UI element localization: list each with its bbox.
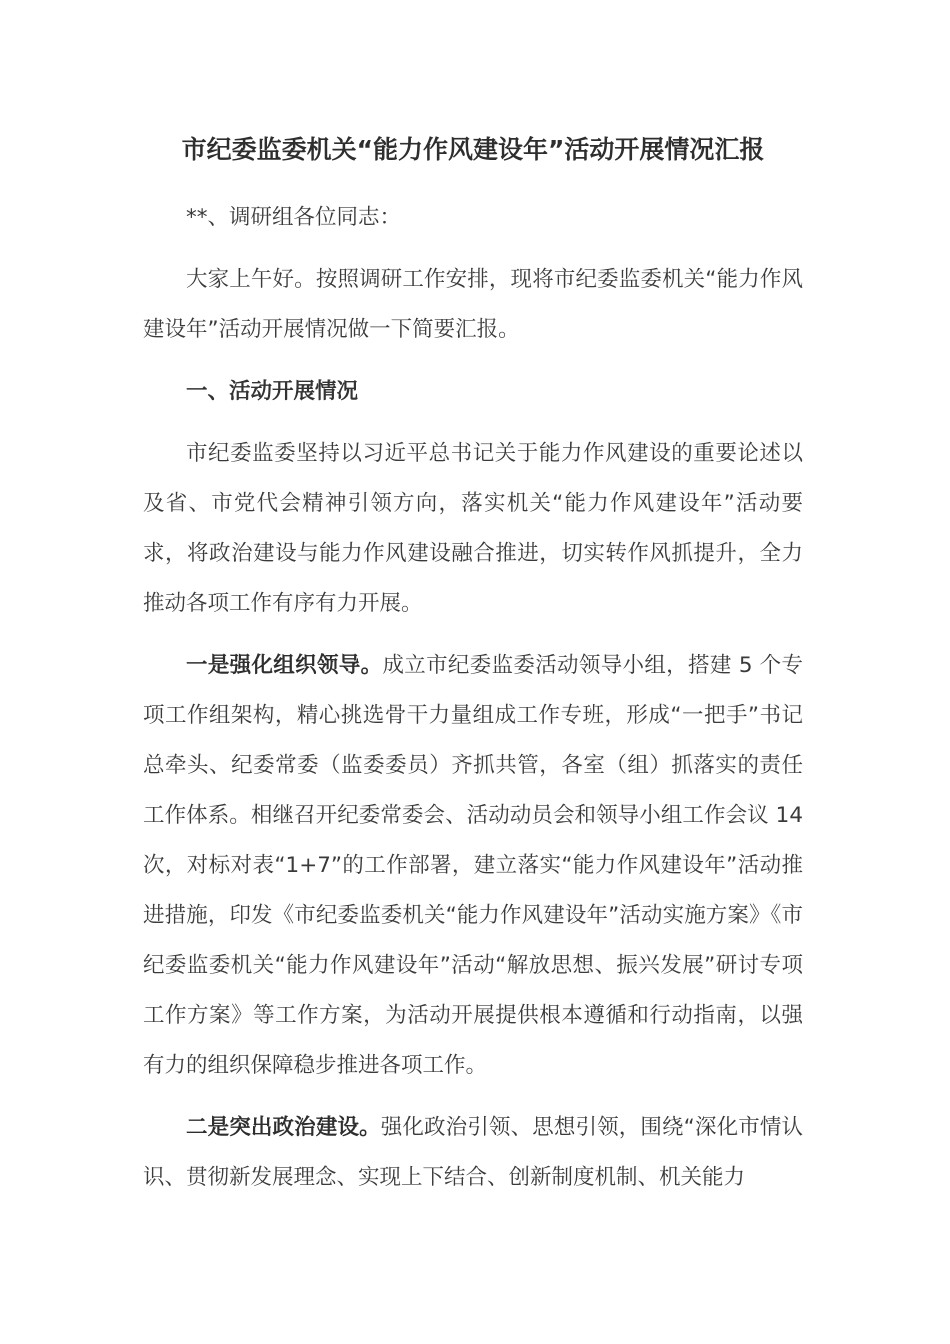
item-lead-2: 二是突出政治建设。	[186, 1115, 381, 1140]
item-body-1: 成立市纪委监委活动领导小组，搭建 5 个专项工作组架构，精心挑选骨干力量组成工作专班，形成“一把手”书记总牵头、纪委常委（监委委员）齐抓共管，各室（组）抓落实的责任工作体系。相继召开纪委常委会、活动动员会和领导小组工作会议 14 次，对标对表“1+7”的工作部署，建立落实“能力作风建设年”活动推进措施，印发《市纪委监委机关“能力作风建设年”活动实施方案》《市纪委监委机关“能力作风建设年”活动“解放思想、振兴发展”研讨专项工作方案》等工作方案，为活动开展提供根本遵循和行动指南，以强有力的组织保障稳步推进各项工作。	[143, 653, 803, 1078]
section-paragraph: 市纪委监委坚持以习近平总书记关于能力作风建设的重要论述以及省、市党代会精神引领方向，落实机关“能力作风建设年”活动要求，将政治建设与能力作风建设融合推进，切实转作风抓提升，全力推动各项工作有序有力开展。	[143, 441, 803, 616]
item-paragraph-1	[143, 641, 803, 1091]
intro-paragraph: 大家上午好。按照调研工作安排，现将市纪委监委机关“能力作风建设年”活动开展情况做一下简要汇报。	[143, 267, 803, 342]
document-page	[143, 124, 803, 1215]
item-paragraph-2	[143, 1103, 803, 1203]
document-title: 市纪委监委机关“能力作风建设年”活动开展情况汇报	[181, 135, 765, 164]
item-lead-1: 一是强化组织领导。	[186, 653, 383, 678]
section-heading: 一、活动开展情况	[186, 379, 359, 404]
greeting-paragraph: **、调研组各位同志：	[186, 205, 402, 230]
item-body-2: 强化政治引领、思想引领，围绕“深化市情认识、贯彻新发展理念、实现上下结合、创新制度机制、机关能力	[143, 1115, 803, 1190]
